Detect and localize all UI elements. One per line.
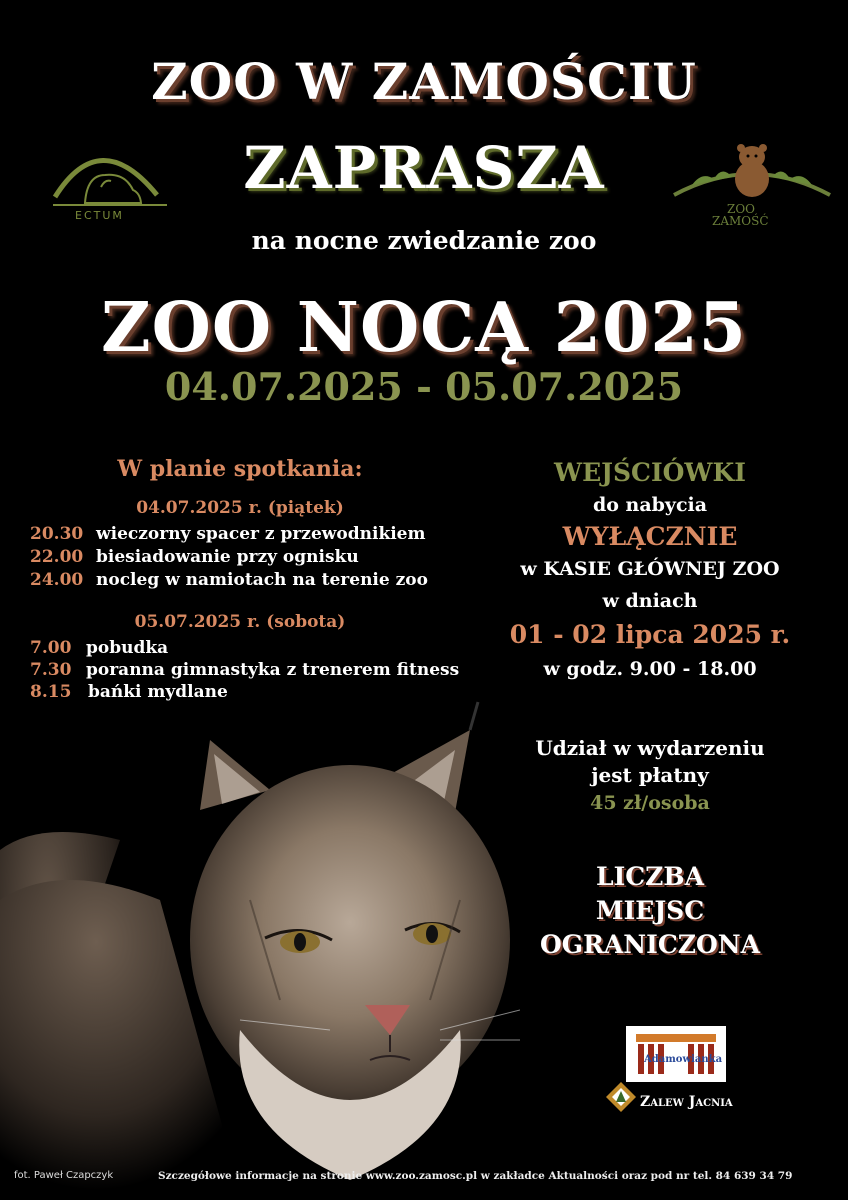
- tickets-line4: w dniach: [602, 590, 698, 612]
- schedule-desc: pobudka: [86, 638, 169, 658]
- tickets-dates: 01 - 02 lipca 2025 r.: [509, 620, 791, 649]
- schedule-time: 8.15: [30, 682, 72, 702]
- participation-line2: jest płatny: [591, 763, 709, 787]
- schedule-row: [30, 547, 359, 567]
- schedule-desc: bańki mydlane: [88, 682, 228, 702]
- zalew-jacnia-icon: [604, 1080, 638, 1114]
- svg-text:ZOO: ZOO: [727, 202, 756, 216]
- subtitle: na nocne zwiedzanie zoo: [251, 226, 597, 255]
- photo-credit: fot. Paweł Czapczyk: [14, 1170, 114, 1181]
- zalew-jacnia-text: Zalew Jacnia: [640, 1094, 733, 1110]
- schedule-heading: W planie spotkania:: [117, 456, 363, 482]
- schedule-time: 22.00: [30, 547, 84, 567]
- day1-heading: 04.07.2025 r. (piątek): [136, 498, 344, 518]
- title-line1: ZOO W ZAMOŚCIU: [151, 52, 697, 111]
- schedule-time: 24.00: [30, 570, 84, 590]
- schedule-row: [30, 660, 459, 680]
- event-dates: 04.07.2025 - 05.07.2025: [164, 364, 684, 409]
- tickets-hours: w godz. 9.00 - 18.00: [543, 658, 757, 680]
- footer-info: Szczegółowe informacje na stronie www.zoo.zamosc.pl w zakładce Aktualności oraz pod nr tel. 84 639 34 79: [158, 1170, 793, 1182]
- schedule-desc: nocleg w namiotach na terenie zoo: [96, 570, 428, 590]
- day2-heading: 05.07.2025 r. (sobota): [134, 612, 346, 632]
- adamowianka-logo: [626, 1026, 726, 1082]
- lynx-photo: [0, 700, 520, 1190]
- participation-line1: Udział w wydarzeniu: [535, 736, 765, 760]
- zoo-zamosc-logo: [672, 135, 832, 230]
- schedule-desc: biesiadowanie przy ognisku: [96, 547, 359, 567]
- schedule-time: 20.30: [30, 524, 84, 544]
- limit-line1: LICZBA: [596, 862, 704, 891]
- svg-text:ECTUM: ECTUM: [75, 209, 124, 222]
- svg-text:ZAMOŚĆ: ZAMOŚĆ: [712, 214, 769, 228]
- limit-line2: MIEJSC: [595, 896, 705, 925]
- tickets-line3: w KASIE GŁÓWNEJ ZOO: [520, 558, 780, 580]
- schedule-time: 7.00: [30, 638, 72, 658]
- schedule-time: 7.30: [30, 660, 72, 680]
- schedule-row: [30, 682, 228, 702]
- title-line2: ZAPRASZA: [243, 134, 605, 202]
- tickets-line1: do nabycia: [592, 494, 708, 516]
- schedule-row: [30, 570, 428, 590]
- tickets-line2: WYŁĄCZNIE: [562, 522, 738, 551]
- participation-price: 45 zł/osoba: [590, 792, 710, 814]
- schedule-desc: wieczorny spacer z przewodnikiem: [96, 524, 426, 544]
- limit-line3: OGRANICZONA: [539, 930, 761, 959]
- svg-text:Adamowianka: Adamowianka: [644, 1054, 723, 1065]
- schedule-row: [30, 638, 168, 658]
- schedule-desc: poranna gimnastyka z trenerem fitness: [86, 660, 460, 680]
- event-name: ZOO NOCĄ 2025: [101, 288, 747, 368]
- schedule-row: [30, 524, 425, 544]
- ectum-logo: [45, 135, 175, 230]
- tickets-heading: WEJŚCIÓWKI: [554, 458, 746, 487]
